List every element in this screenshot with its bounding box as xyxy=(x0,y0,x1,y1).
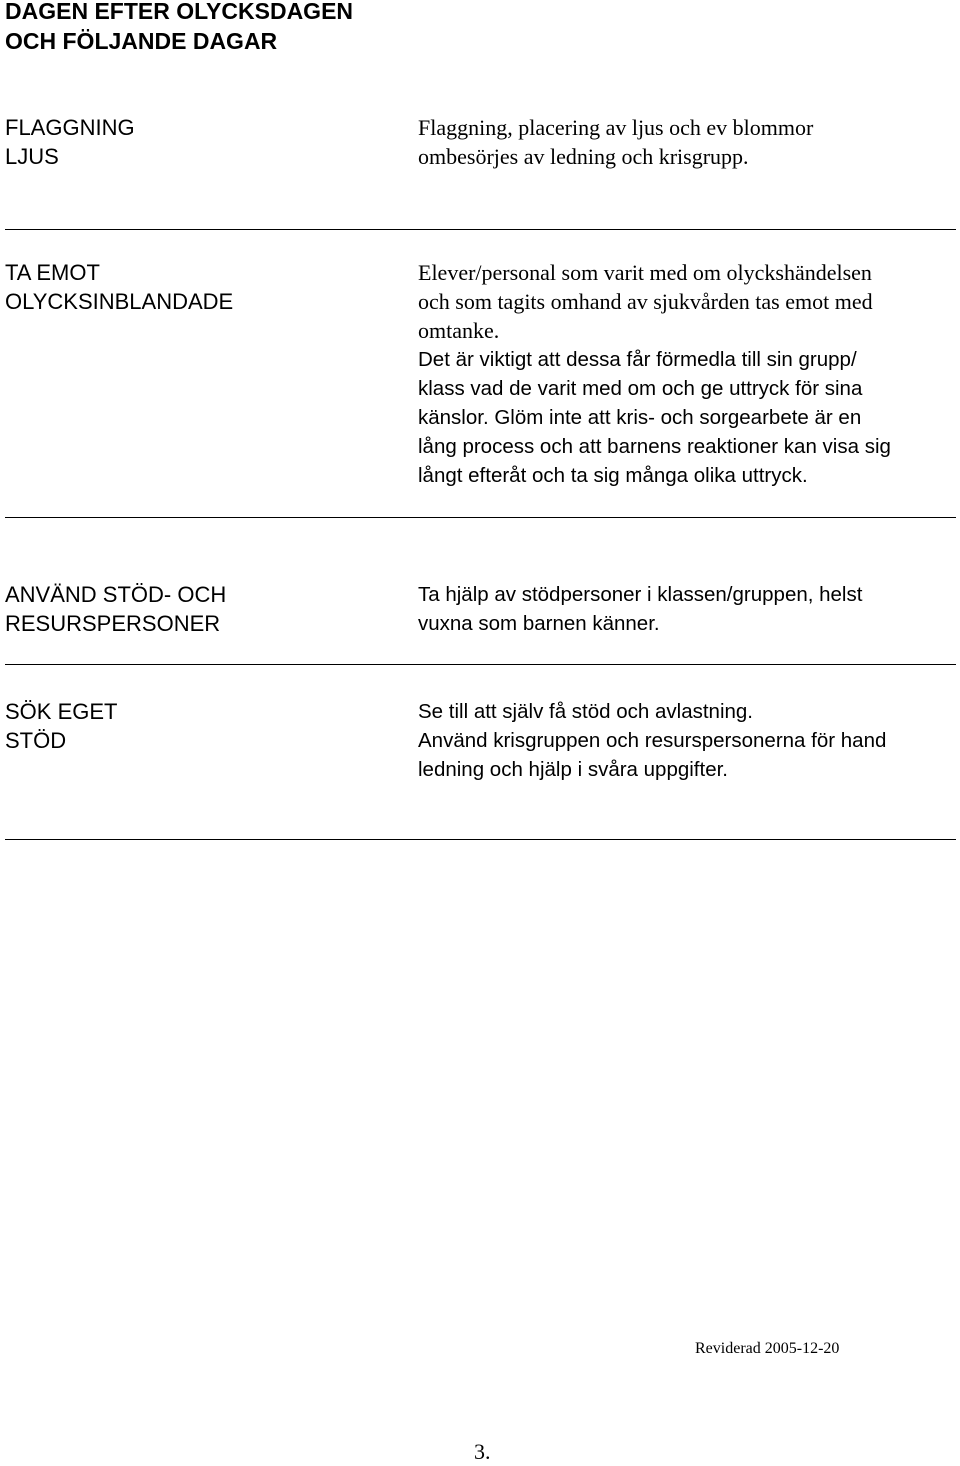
section-label-line: RESURSPERSONER xyxy=(5,611,221,636)
section-text-line: Flaggning, placering av ljus och ev blommor xyxy=(418,115,814,140)
section-label-line: STÖD xyxy=(5,728,67,753)
section-label-sok-eget-stod xyxy=(5,697,117,755)
section-label-line: LJUS xyxy=(5,144,59,169)
page-title xyxy=(5,0,353,56)
section-text-line: ombesörjes av ledning och krisgrupp. xyxy=(418,144,749,169)
section-label-flaggning xyxy=(5,113,135,171)
section-text-line: Se till att själv få stöd och avlastning. xyxy=(418,700,754,723)
section-label-line: ANVÄND STÖD- OCH xyxy=(5,582,227,607)
section-text-line: vuxna som barnen känner. xyxy=(418,612,660,635)
section-text-line: Använd krisgruppen och resurspersonerna för hand xyxy=(418,729,887,752)
section-label-line: TA EMOT xyxy=(5,260,100,285)
section-text-sok-eget-stod xyxy=(418,697,953,784)
section-text-line: Ta hjälp av stödpersoner i klassen/gruppen, helst xyxy=(418,583,863,606)
section-label-ta-emot xyxy=(5,258,233,316)
section-text-line: omtanke. xyxy=(418,318,500,343)
page-title-line-2: OCH FÖLJANDE DAGAR xyxy=(5,28,278,54)
section-divider xyxy=(5,839,956,840)
section-text-anvand-stod xyxy=(418,580,953,638)
section-text-ta-emot xyxy=(418,258,953,490)
section-text-line: ledning och hjälp i svåra uppgifter. xyxy=(418,758,728,781)
section-label-anvand-stod xyxy=(5,580,226,638)
page-title-line-1: DAGEN EFTER OLYCKSDAGEN xyxy=(5,0,354,24)
section-text-line: och som tagits omhand av sjukvården tas emot med xyxy=(418,289,873,314)
section-text-flaggning xyxy=(418,113,953,171)
section-text-line: Elever/personal som varit med om olyckshändelsen xyxy=(418,260,872,285)
section-label-line: OLYCKSINBLANDADE xyxy=(5,289,234,314)
section-divider xyxy=(5,664,956,665)
section-text-line: känslor. Glöm inte att kris- och sorgearbete är en xyxy=(418,406,862,429)
section-label-line: FLAGGNING xyxy=(5,115,135,140)
section-text-line: lång process och att barnens reaktioner kan visa sig xyxy=(418,435,891,458)
revision-date: Reviderad 2005-12-20 xyxy=(695,1340,840,1357)
section-label-line: SÖK EGET xyxy=(5,699,118,724)
section-divider xyxy=(5,517,956,518)
section-text-line: långt efteråt och ta sig många olika uttryck. xyxy=(418,464,808,487)
section-divider xyxy=(5,229,956,230)
section-text-line: klass vad de varit med om och ge uttryck för sina xyxy=(418,377,863,400)
page-number: 3. xyxy=(474,1439,491,1464)
section-text-line: Det är viktigt att dessa får förmedla till sin grupp/ xyxy=(418,348,857,371)
